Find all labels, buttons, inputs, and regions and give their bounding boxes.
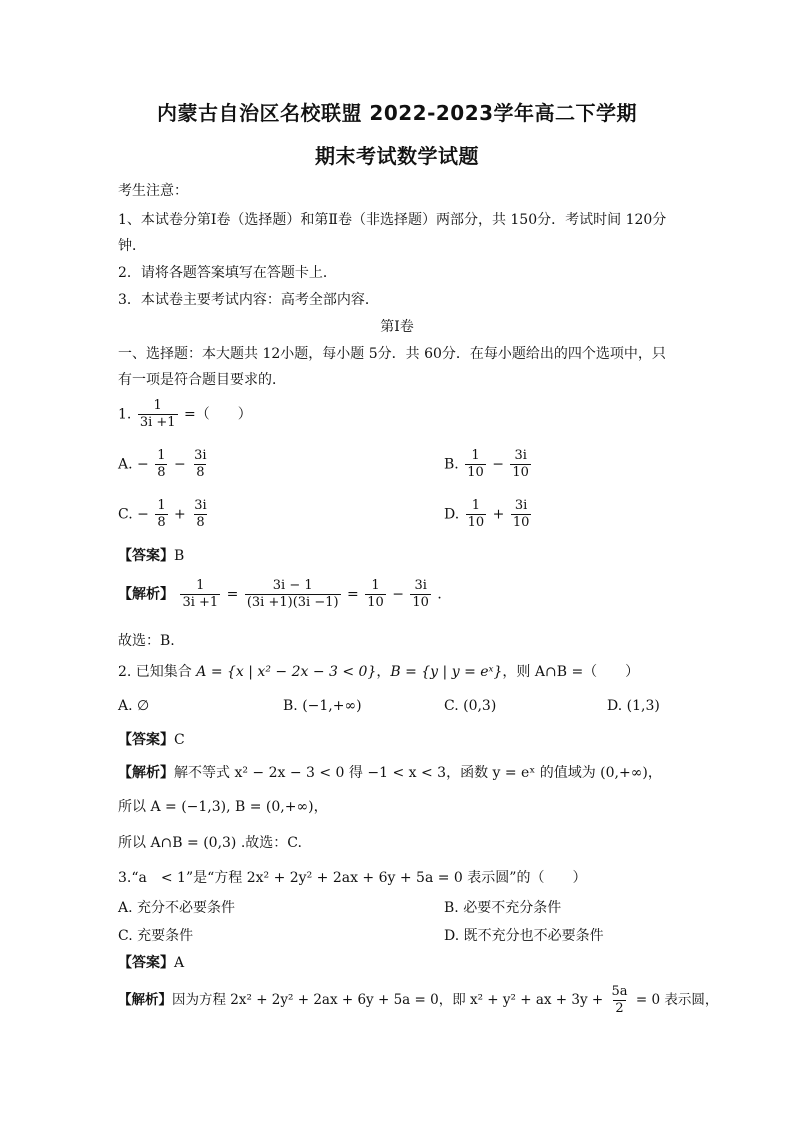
analysis-label: 【解析】 — [118, 992, 172, 1008]
fraction-numerator: 1 — [471, 448, 480, 463]
document-title-line1: 内蒙古自治区名校联盟 2022-2023学年高二下学期 — [156, 101, 638, 125]
fraction-denominator: 8 — [157, 515, 166, 530]
fraction-numerator: 1 — [157, 448, 166, 463]
notice-heading: 考生注意： — [118, 183, 188, 199]
fraction — [155, 498, 167, 531]
question-2-stem — [118, 661, 639, 681]
option-label: A. — [118, 456, 133, 473]
sign: − — [492, 456, 504, 473]
fraction — [511, 498, 532, 531]
sign: − — [137, 456, 149, 473]
fraction-numerator: 3i — [514, 498, 528, 513]
fraction-numerator: 3i — [414, 578, 427, 593]
fraction — [245, 578, 341, 611]
notice-item-1-continued: 钟． — [118, 238, 146, 254]
period: ． — [437, 586, 452, 603]
fraction — [192, 498, 208, 531]
question-1-conclusion: 故选：B. — [118, 633, 175, 649]
question-1-option-a — [118, 448, 211, 481]
fraction-numerator: 3i − 1 — [272, 578, 313, 593]
question-tail: =（ ） — [184, 406, 252, 423]
answer-label: 【答案】 — [118, 732, 174, 748]
question-3-stem: 3.“a < 1”是“方程 2x² + 2y² + 2ax + 6y + 5a = 0 表示圆”的（ ） — [118, 870, 587, 886]
analysis-label: 【解析】 — [118, 765, 174, 781]
answer-value: B — [174, 548, 185, 564]
fraction-denominator: 3i +1 — [139, 415, 176, 430]
question-number: 1. — [118, 406, 132, 423]
fraction-numerator: 3i — [514, 448, 527, 463]
section-intro: 一、选择题：本大题共 12小题，每小题 5分．共 60分．在每小题给出的四个选项中，只 — [118, 346, 666, 362]
fraction-numerator: 1 — [157, 498, 166, 513]
question-3-option-d: D. 既不充分也不必要条件 — [444, 928, 604, 944]
answer-label: 【答案】 — [118, 548, 174, 564]
question-1-option-c — [118, 498, 211, 531]
answer-value: A — [174, 955, 185, 971]
notice-item-3: 3．本试卷主要考试内容：高考全部内容． — [118, 292, 379, 308]
question-text: 2. 已知集合 — [118, 664, 197, 680]
fraction-numerator: 5a — [611, 984, 628, 999]
option-label: C. — [118, 506, 133, 523]
question-1-option-b — [444, 448, 533, 481]
fraction-denominator: 10 — [512, 465, 529, 480]
fraction — [180, 578, 220, 611]
sign: + — [174, 506, 186, 523]
set-a-definition: A = {x | x² − 2x − 3 < 0} — [196, 664, 377, 680]
fraction-numerator: 3i — [194, 448, 207, 463]
answer-value: C — [174, 732, 185, 748]
fraction-denominator: (3i +1)(3i −1) — [246, 595, 339, 610]
fraction — [138, 398, 178, 431]
fraction — [410, 578, 431, 611]
equals-sign: = — [226, 586, 239, 603]
question-2-analysis — [118, 762, 662, 782]
set-b-definition: B = {y | y = eˣ} — [390, 664, 503, 680]
fraction-denominator: 10 — [512, 515, 530, 530]
analysis-label: 【解析】 — [118, 586, 174, 603]
analysis-text: 因为方程 2x² + 2y² + 2ax + 6y + 5a = 0，即 x² + y² + ax + 3y + — [172, 992, 608, 1008]
fraction-numerator: 1 — [196, 578, 205, 593]
fraction — [466, 498, 487, 531]
question-3-option-c: C. 充要条件 — [118, 928, 194, 944]
analysis-text: 解不等式 x² − 2x − 3 < 0 得 −1 < x < 3，函数 y = eˣ 的值域为 (0,+∞)， — [174, 765, 662, 781]
equals-sign: = — [347, 586, 359, 603]
fraction — [155, 448, 167, 481]
question-1-option-d — [444, 498, 533, 531]
analysis-text: = 0 表示圆， — [631, 992, 719, 1008]
fraction — [510, 448, 531, 481]
volume-heading: 第Ⅰ卷 — [380, 319, 414, 335]
fraction-numerator: 1 — [153, 398, 162, 413]
question-2-option-b: B. (−1,+∞) — [283, 698, 362, 714]
sign: − — [173, 456, 186, 473]
fraction-denominator: 8 — [196, 465, 205, 480]
fraction-denominator: 10 — [467, 465, 484, 480]
fraction-denominator: 8 — [157, 465, 166, 480]
fraction-denominator: 2 — [615, 1001, 624, 1016]
option-label: B. — [444, 456, 459, 473]
question-2-analysis-line-2: 所以 A = (−1,3), B = (0,+∞)， — [118, 799, 328, 815]
fraction — [610, 984, 630, 1017]
question-3-analysis — [118, 984, 718, 1017]
sign: + — [492, 506, 505, 523]
separator: ， — [376, 664, 391, 680]
fraction-denominator: 10 — [412, 595, 429, 610]
fraction — [465, 448, 486, 481]
fraction-numerator: 1 — [371, 578, 380, 593]
option-label: D. — [444, 506, 460, 523]
question-1-analysis — [118, 578, 451, 611]
sign: − — [392, 586, 404, 603]
notice-item-2: 2．请将各题答案填写在答题卡上． — [118, 265, 337, 281]
fraction-numerator: 3i — [194, 498, 207, 513]
question-text: ，则 A∩B =（ ） — [502, 664, 640, 680]
fraction — [365, 578, 386, 611]
answer-label: 【答案】 — [118, 955, 174, 971]
question-3-answer — [118, 952, 184, 972]
fraction-denominator: 8 — [196, 515, 205, 530]
question-2-option-d: D. (1,3) — [607, 698, 660, 714]
fraction-numerator: 1 — [471, 498, 481, 513]
section-intro-continued: 有一项是符合题目要求的． — [118, 372, 286, 388]
fraction-denominator: 10 — [467, 515, 485, 530]
question-1-stem — [118, 398, 252, 431]
question-2-option-a: A. ∅ — [118, 698, 150, 714]
fraction-denominator: 3i +1 — [182, 595, 219, 610]
sign: − — [137, 506, 149, 523]
question-3-option-a: A. 充分不必要条件 — [118, 900, 236, 916]
fraction-denominator: 10 — [367, 595, 384, 610]
question-2-answer — [118, 729, 185, 749]
document-title-line2: 期末考试数学试题 — [315, 144, 479, 168]
question-2-analysis-line-3: 所以 A∩B = (0,3) .故选：C. — [118, 835, 302, 851]
question-2-option-c: C. (0,3) — [444, 698, 497, 714]
question-1-answer — [118, 545, 184, 565]
question-3-option-b: B. 必要不充分条件 — [444, 900, 562, 916]
notice-item-1: 1、本试卷分第Ⅰ卷（选择题）和第Ⅱ卷（非选择题）两部分，共 150分．考试时间 120分 — [118, 212, 667, 228]
fraction — [192, 448, 208, 481]
